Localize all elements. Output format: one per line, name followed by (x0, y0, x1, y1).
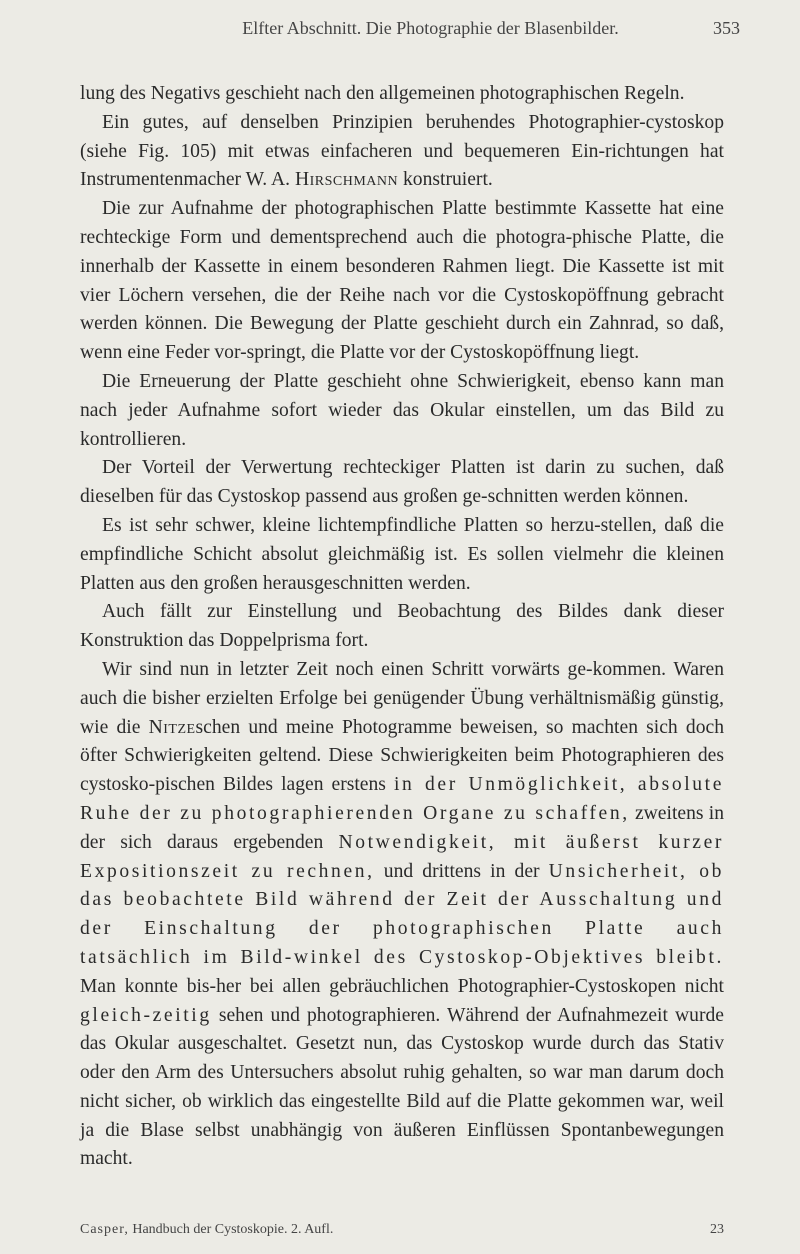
text-run: sehen und photographieren. Während der Aufnahmezeit wurde das Okular ausgeschaltet. Gesetzt nun, das Cystoskop wurde durch das Stativ oder den Arm des Untersuchers absolut ruhig gehalten, so war man darum doch nicht sicher, ob wirklich das eingestellte Bild auf die Platte gekommen war, weil ja die Blase selbst unabhängig von äußeren Einflüssen Spontanbewegungen macht. (80, 1004, 724, 1170)
person-name: Hirschmann (294, 169, 399, 191)
spaced-emphasis: in der Unmöglichkeit, absolute Ruhe der zu photographierenden Organe zu schaffen, (80, 774, 725, 824)
page-footer (80, 1222, 724, 1238)
spaced-emphasis: Unsicherheit, ob das beobachtete Bild während der Zeit der Ausschaltung und der Einschaltung der photographischen Platte auch tatsächlich im Bild-winkel des Cystoskop-Objektives bleibt. (80, 860, 724, 968)
running-head-title (118, 18, 713, 39)
paragraph: Die zur Aufnahme der photographischen Platte bestimmte Kassette hat eine rechteckige Form und dementsprechend auch die photogra-phische Platte, die innerhalb der Kassette in einem besonderen Rahmen liegt. Die Kassette ist mit vier Löchern versehen, die der Reihe nach vor die Cystoskopöffnung gebracht werden können. Die Bewegung der Platte geschieht durch ein Zahnrad, so daß, wenn eine Feder vor-springt, die Platte vor der Cystoskopöffnung liegt. (80, 198, 724, 364)
text-run: konstruiert. (398, 169, 493, 191)
spaced-emphasis: gleich-zeitig (80, 1004, 212, 1026)
paragraph: lung des Negativs geschieht nach den allgemeinen photographischen Regeln. (80, 83, 685, 104)
footer-book-title: Handbuch der Cystoskopie. 2. Aufl. (128, 1222, 334, 1237)
running-head (118, 18, 740, 39)
text-run: Man konnte bis-her bei allen gebräuchlichen Photographier-Cystoskopen nicht (80, 975, 724, 997)
signature-mark: 23 (710, 1222, 724, 1237)
footer-author: Casper, (80, 1222, 129, 1237)
text-run: zweitens in der sich daraus ergebenden (80, 802, 724, 853)
text-run: und drittens in der (374, 860, 549, 882)
paragraph (80, 109, 724, 195)
paragraph: Die Erneuerung der Platte geschieht ohne Schwierigkeit, ebenso kann man nach jeder Aufnahme sofort wieder das Okular einstellen, um das Bild zu kontrollieren. (80, 370, 724, 450)
person-name: Nitze (148, 716, 196, 738)
paragraph: Der Vorteil der Verwertung rechteckiger Platten ist darin zu suchen, daß dieselben für das Cystoskop passend aus großen ge-schnitten werden können. (80, 457, 724, 508)
page-number: 353 (713, 18, 740, 38)
text-run: schen und meine Photogramme beweisen, so machten sich doch öfter Schwierigkeiten geltend. Diese Schwierigkeiten beim Photographieren des cystosko-pischen Bildes lagen erstens (80, 716, 724, 796)
spaced-emphasis: Notwendigkeit, mit äußerst kurzer Expositionszeit zu rechnen, (80, 831, 724, 882)
paragraph: Auch fällt zur Einstellung und Beobachtung des Bildes dank dieser Konstruktion das Doppelprisma fort. (80, 601, 724, 652)
text-run: Wir sind nun in letzter Zeit noch einen Schritt vorwärts ge-kommen. Waren auch die bisher erzielten Erfolge bei genügender Übung verhältnismäßig günstig, wie die (80, 658, 724, 738)
paragraph: Es ist sehr schwer, kleine lichtempfindliche Platten so herzu-stellen, daß die empfindliche Schicht absolut gleichmäßig ist. Es sollen vielmehr die kleinen Platten aus den großen herausgeschnitten werden. (80, 514, 724, 594)
chapter-label: Elfter Abschnitt. (242, 18, 362, 38)
text-run: Ein gutes, auf denselben Prinzipien beruhendes Photographier-cystoskop (siehe Fig. 105) mit etwas einfacheren und bequemeren Ein-richtungen hat Instrumentenmacher W. A. (80, 111, 724, 191)
paragraph (80, 656, 724, 1174)
body-text (80, 80, 724, 1174)
book-reference (80, 1222, 333, 1238)
chapter-title: Die Photographie der Blasenbilder. (365, 18, 619, 38)
